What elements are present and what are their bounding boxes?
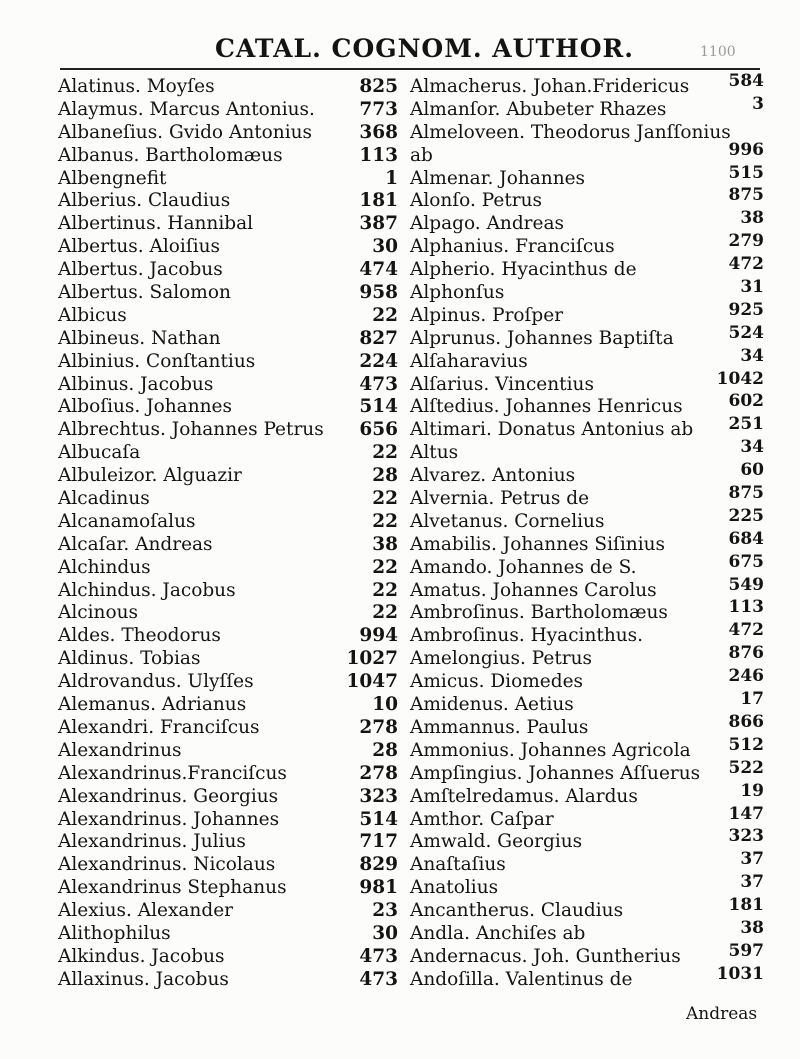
- entry-name: Alonſo. Petrus: [410, 190, 543, 212]
- entry-name: Amſtelredamus. Alardus: [410, 785, 638, 807]
- index-entry: [58, 923, 398, 946]
- index-entry: [410, 666, 764, 694]
- entry-page-number: 925: [728, 299, 764, 320]
- index-entry: [410, 93, 764, 122]
- entry-page-number: 22: [372, 510, 398, 532]
- entry-name: Amelongius. Petrus: [410, 648, 593, 670]
- entry-name: Allaxinus. Jacobus: [58, 968, 229, 990]
- entry-page-number: 22: [372, 556, 398, 578]
- entry-page-number: 514: [359, 808, 398, 830]
- entry-page-number: 23: [372, 900, 398, 922]
- index-entry: [410, 895, 764, 923]
- entry-name: Alexandrinus. Julius: [58, 831, 246, 853]
- index-entry: [58, 900, 398, 923]
- entry-page-number: 876: [728, 643, 764, 664]
- entry-name: Albertus. Salomon: [58, 282, 231, 304]
- entry-name: Alexandrinus: [58, 739, 182, 761]
- entry-page-number: 827: [359, 327, 398, 349]
- entry-page-number: 34: [740, 437, 764, 458]
- entry-name: Almanſor. Abubeter Rhazes: [410, 98, 667, 120]
- entry-name: Alpherio. Hyacinthus de: [410, 259, 637, 281]
- index-entry: [58, 122, 398, 145]
- entry-page-number: 473: [359, 945, 398, 967]
- index-entry: [58, 809, 398, 832]
- entry-name: Albucaſa: [58, 442, 141, 464]
- index-entry: [410, 277, 764, 305]
- index-entry: [410, 826, 764, 854]
- entry-name: Ammonius. Johannes Agricola: [410, 739, 691, 761]
- entry-name: Albuleizor. Alguazir: [58, 465, 242, 487]
- entry-page-number: 472: [728, 254, 764, 275]
- entry-name: Ampſingius. Johannes Aſſuerus: [410, 762, 701, 784]
- entry-name: Alcinous: [58, 602, 139, 624]
- entry-page-number: 1027: [346, 648, 398, 670]
- index-entry: [58, 236, 398, 259]
- entry-name: Amabilis. Johannes Siſinius: [410, 533, 666, 555]
- entry-page-number: 515: [728, 162, 764, 183]
- index-entry: [58, 282, 398, 305]
- entry-page-number: 224: [359, 350, 398, 372]
- entry-name: Ancantherus. Claudius: [410, 900, 624, 922]
- entry-page-number: 875: [728, 185, 764, 206]
- entry-name: Alkindus. Jacobus: [58, 945, 225, 967]
- entry-page-number: 994: [359, 625, 398, 647]
- index-entry: [410, 391, 764, 419]
- entry-page-number: 22: [372, 304, 398, 326]
- entry-page-number: 28: [372, 465, 398, 487]
- entry-name: Alſarius. Vincentius: [410, 373, 594, 395]
- entry-page-number: 958: [359, 282, 398, 304]
- index-entry: [410, 414, 764, 442]
- index-entry: [58, 854, 398, 877]
- entry-name: Alchindus: [58, 556, 151, 578]
- entry-page-number: 524: [728, 322, 764, 343]
- entry-page-number: 1047: [346, 671, 398, 693]
- entry-page-number: 17: [740, 689, 764, 710]
- entry-page-number: 38: [372, 533, 398, 555]
- entry-page-number: 10: [372, 694, 398, 716]
- index-entry: [58, 671, 398, 694]
- index-entry: [410, 803, 764, 832]
- entry-name: Alatinus. Moyſes: [58, 76, 215, 97]
- entry-name: Aldrovandus. Ulyſſes: [58, 671, 254, 693]
- entry-name: Alexius. Alexander: [58, 900, 233, 922]
- entry-page-number: 37: [740, 872, 764, 893]
- index-entry: [58, 648, 398, 671]
- index-entry: [410, 505, 764, 534]
- entry-page-number: 473: [359, 968, 398, 990]
- index-entry: [410, 368, 764, 397]
- index-entry: [410, 231, 764, 259]
- entry-name: Alexandrinus. Georgius: [58, 785, 279, 807]
- index-entry: [58, 534, 398, 557]
- index-entry: [58, 694, 398, 717]
- entry-name: Alſaharavius: [410, 350, 528, 372]
- entry-name: Albinius. Conſtantius: [58, 350, 256, 372]
- entry-page-number: 829: [359, 854, 398, 876]
- index-entry: [58, 328, 398, 351]
- entry-name: Anaſtaſius: [410, 854, 506, 876]
- entry-page-number: 584: [728, 71, 764, 91]
- entry-name: Alithophilus: [58, 922, 171, 944]
- index-entry: [58, 488, 398, 511]
- entry-name: Alexandri. Franciſcus: [58, 716, 260, 738]
- index-entry: [410, 139, 764, 168]
- index-entry: [58, 717, 398, 740]
- right-column: [410, 71, 764, 992]
- index-entry: [58, 145, 398, 168]
- entry-page-number: 37: [740, 849, 764, 870]
- entry-page-number: 279: [728, 231, 764, 252]
- entry-name: Alſtedius. Johannes Henricus: [410, 396, 683, 418]
- index-entry: [410, 551, 764, 580]
- index-entry: [410, 574, 764, 603]
- entry-page-number: 474: [359, 259, 398, 281]
- entry-name: Alboſius. Johannes: [58, 396, 232, 418]
- index-entry: [410, 299, 764, 328]
- entry-name: Alexandrinus. Johannes: [58, 808, 280, 830]
- entry-page-number: 246: [728, 666, 764, 687]
- index-entry: [410, 185, 764, 213]
- entry-name: Andoſilla. Valentinus de: [410, 968, 633, 990]
- entry-page-number: 3: [752, 93, 764, 114]
- entry-name: Alpinus. Proſper: [410, 304, 564, 326]
- entry-name: Aldes. Theodorus: [58, 625, 221, 647]
- index-entry: [410, 917, 764, 946]
- index-entry: [58, 259, 398, 282]
- index-entry: [58, 396, 398, 419]
- index-entry: [58, 946, 398, 969]
- header-rule: [60, 68, 760, 70]
- entry-name: Albertus. Aloiſius: [58, 236, 221, 258]
- entry-name: Almacherus. Johan.Fridericus: [410, 76, 690, 97]
- entry-name: Albertinus. Hannibal: [58, 213, 254, 235]
- index-entry: [410, 483, 764, 511]
- entry-page-number: 30: [372, 236, 398, 258]
- entry-name: Albaneſius. Gvido Antonius: [58, 121, 313, 143]
- index-entry: [410, 162, 764, 191]
- entry-page-number: 773: [359, 98, 398, 120]
- entry-name: Albicus: [58, 304, 127, 326]
- entry-page-number: 675: [728, 551, 764, 572]
- index-entry: [410, 254, 764, 282]
- index-entry: [58, 602, 398, 625]
- entry-name: Albanus. Bartholomæus: [58, 144, 283, 166]
- entry-page-number: 181: [728, 895, 764, 916]
- entry-name: Alaymus. Marcus Antonius.: [58, 98, 315, 120]
- entry-name: Amicus. Diomedes: [410, 671, 584, 693]
- entry-name: Amwald. Georgius: [410, 831, 583, 853]
- entry-page-number: 1031: [716, 963, 764, 984]
- index-entry: [410, 734, 764, 763]
- entry-page-number: 656: [359, 419, 398, 441]
- index-entry: [58, 511, 398, 534]
- entry-name: Alexandrinus. Nicolaus: [58, 854, 276, 876]
- entry-page-number: 514: [359, 396, 398, 418]
- index-entry: [410, 940, 764, 969]
- entry-page-number: 597: [728, 940, 764, 961]
- entry-name: Amidenus. Aetius: [410, 694, 574, 716]
- entry-page-number: 113: [359, 144, 398, 166]
- entry-name: Albinus. Jacobus: [58, 373, 214, 395]
- entry-name: Ammannus. Paulus: [410, 716, 589, 738]
- entry-name: Altimari. Donatus Antonius ab: [410, 419, 694, 441]
- entry-page-number: 31: [740, 277, 764, 298]
- entry-name: Alchindus. Jacobus: [58, 579, 236, 601]
- entry-name: Altus: [410, 442, 459, 464]
- entry-page-number: 549: [728, 574, 764, 595]
- index-entry: [58, 374, 398, 397]
- entry-name: Alvarez. Antonius: [410, 465, 576, 487]
- entry-name: Aldinus. Tobias: [58, 648, 201, 670]
- entry-page-number: 473: [359, 373, 398, 395]
- entry-name: Alprunus. Johannes Baptiſta: [410, 327, 674, 349]
- entry-name: Almeloveen. Theodorus Janſſonius: [410, 121, 731, 143]
- index-entry: [58, 213, 398, 236]
- index-entry: [58, 419, 398, 442]
- index-entry: [410, 71, 764, 99]
- entry-name: Albertus. Jacobus: [58, 259, 223, 281]
- entry-name: Alexandrinus.Franciſcus: [58, 762, 287, 784]
- entry-page-number: 278: [359, 762, 398, 784]
- entry-name: Albengnefit: [58, 167, 167, 189]
- entry-name: Alcadinus: [58, 488, 150, 510]
- index-entry: [58, 763, 398, 786]
- entry-name: Alemanus. Adrianus: [58, 694, 247, 716]
- entry-name: Andla. Anchiſes ab: [410, 922, 586, 944]
- entry-page-number: 38: [740, 208, 764, 229]
- index-entry: [58, 305, 398, 328]
- page-title: CATAL. COGNOM. AUTHOR.: [215, 34, 634, 63]
- entry-name: Alcanamoſalus: [58, 510, 196, 532]
- entry-page-number: 147: [728, 803, 764, 824]
- entry-page-number: 825: [359, 76, 398, 97]
- entry-page-number: 19: [740, 780, 764, 801]
- entry-page-number: 522: [728, 757, 764, 778]
- index-entry: [410, 849, 764, 877]
- entry-name: Albrechtus. Johannes Petrus: [58, 419, 324, 441]
- entry-page-number: 1: [385, 167, 398, 189]
- entry-page-number: 1042: [716, 368, 764, 389]
- index-entry: [58, 557, 398, 580]
- index-entry: [410, 322, 764, 351]
- entry-name: Ambroſinus. Bartholomæus: [410, 602, 668, 624]
- entry-page-number: 996: [728, 139, 764, 160]
- entry-page-number: 684: [728, 528, 764, 549]
- index-entry: [410, 963, 764, 992]
- entry-name: Ambroſinus. Hyacinthus.: [410, 625, 644, 647]
- index-entry: [410, 208, 764, 236]
- page-header: [0, 34, 800, 68]
- entry-page-number: 30: [372, 922, 398, 944]
- entry-page-number: 38: [740, 917, 764, 938]
- entry-name: Alvetanus. Cornelius: [410, 510, 605, 532]
- entry-page-number: 323: [359, 785, 398, 807]
- index-entry: [58, 465, 398, 488]
- index-entry: [410, 872, 764, 900]
- catchword: Andreas: [686, 1004, 758, 1024]
- entry-page-number: 22: [372, 488, 398, 510]
- index-entry: [410, 689, 764, 717]
- index-entry: [58, 786, 398, 809]
- index-entry: [410, 597, 764, 625]
- index-entry: [58, 877, 398, 900]
- entry-page-number: 875: [728, 483, 764, 504]
- entry-name: Alphonſus: [410, 282, 505, 304]
- index-entry: [410, 528, 764, 557]
- index-entry: [58, 740, 398, 763]
- entry-name: Andernacus. Joh. Guntherius: [410, 945, 681, 967]
- entry-name: Alexandrinus Stephanus: [58, 877, 287, 899]
- entry-page-number: 323: [728, 826, 764, 847]
- index-entry: [58, 168, 398, 191]
- index-entry: [58, 831, 398, 854]
- entry-name: Alphanius. Franciſcus: [410, 236, 615, 258]
- entry-page-number: 22: [372, 442, 398, 464]
- entry-name: Amando. Johannes de S.: [410, 556, 637, 578]
- index-entry: [58, 76, 398, 99]
- entry-name: Alpago. Andreas: [410, 213, 564, 235]
- index-entry: [58, 190, 398, 213]
- index-entry: [410, 437, 764, 465]
- entry-page-number: 981: [359, 877, 398, 899]
- entry-name: Anatolius: [410, 877, 499, 899]
- entry-page-number: 512: [728, 734, 764, 755]
- entry-page-number: 181: [359, 190, 398, 212]
- entry-name: Albineus. Nathan: [58, 327, 221, 349]
- entry-page-number: 34: [740, 345, 764, 366]
- index-entry: [410, 345, 764, 374]
- entry-name: Amthor. Caſpar: [410, 808, 554, 830]
- entry-page-number: 251: [728, 414, 764, 435]
- index-entry: [58, 580, 398, 603]
- entry-page-number: 278: [359, 716, 398, 738]
- left-column: [58, 76, 398, 992]
- entry-page-number: 602: [728, 391, 764, 412]
- entry-page-number: 22: [372, 579, 398, 601]
- entry-page-number: 866: [728, 711, 764, 732]
- entry-page-number: 113: [728, 597, 764, 618]
- entry-page-number: 387: [359, 213, 398, 235]
- index-entry: [58, 442, 398, 465]
- entry-page-number: 472: [728, 620, 764, 641]
- index-entry: [58, 969, 398, 992]
- entry-name: Amatus. Johannes Carolus: [410, 579, 657, 601]
- index-entry: [58, 351, 398, 374]
- index-entry: [410, 780, 764, 809]
- entry-name: Alberius. Claudius: [58, 190, 231, 212]
- entry-page-number: 225: [728, 505, 764, 526]
- index-entry: [410, 460, 764, 488]
- entry-page-number: 22: [372, 602, 398, 624]
- index-entry: [58, 99, 398, 122]
- entry-name: Alcaſar. Andreas: [58, 533, 213, 555]
- entry-page-number: 368: [359, 121, 398, 143]
- page-number: 1100: [700, 44, 736, 60]
- index-entry: [58, 625, 398, 648]
- entry-name: Alvernia. Petrus de: [410, 488, 590, 510]
- entry-name: Almenar. Johannes: [410, 167, 586, 189]
- index-entry: [410, 620, 764, 648]
- index-entry: [410, 711, 764, 740]
- entry-page-number: 60: [740, 460, 764, 481]
- index-entry: [410, 122, 760, 145]
- entry-page-number: 717: [359, 831, 398, 853]
- index-entry: [410, 643, 764, 671]
- entry-name: ab: [410, 144, 433, 166]
- entry-page-number: 28: [372, 739, 398, 761]
- index-entry: [410, 757, 764, 786]
